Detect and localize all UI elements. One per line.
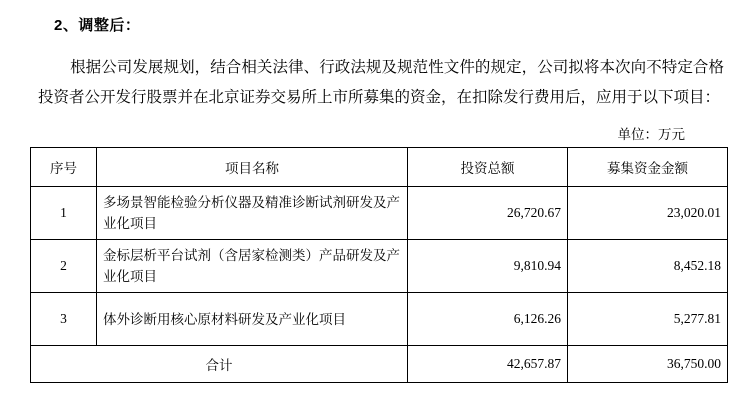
body-paragraph (38, 53, 724, 113)
cell-total-label: 合计 (31, 346, 408, 383)
cell-no: 3 (31, 293, 97, 346)
cell-no: 1 (31, 187, 97, 240)
cell-raised-amount: 5,277.81 (568, 293, 728, 346)
paragraph-text: 根据公司发展规划，结合相关法律、行政法规及规范性文件的规定，公司拟将本次向不特定合格投资者公开发行股票并在北京证券交易所上市所募集的资金，在扣除发行费用后，应用于以下项目： (38, 59, 724, 106)
header-raised-amount: 募集资金金额 (568, 148, 728, 187)
table-total-row (31, 346, 728, 383)
cell-total-investment: 9,810.94 (408, 240, 568, 293)
document-page (0, 14, 729, 419)
cell-total-investment: 26,720.67 (408, 187, 568, 240)
table-row (31, 293, 728, 346)
fundraising-table (30, 147, 728, 383)
cell-project-name: 体外诊断用核心原材料研发及产业化项目 (97, 293, 408, 346)
table-row (31, 240, 728, 293)
table-header-row (31, 148, 728, 187)
cell-raised-amount: 8,452.18 (568, 240, 728, 293)
header-project-name: 项目名称 (97, 148, 408, 187)
cell-project-name: 多场景智能检验分析仪器及精准诊断试剂研发及产业化项目 (97, 187, 408, 240)
header-no: 序号 (31, 148, 97, 187)
table-row (31, 187, 728, 240)
cell-no: 2 (31, 240, 97, 293)
cell-raised-amount-sum: 36,750.00 (568, 346, 728, 383)
cell-raised-amount: 23,020.01 (568, 187, 728, 240)
cell-total-investment: 6,126.26 (408, 293, 568, 346)
cell-total-investment-sum: 42,657.87 (408, 346, 568, 383)
section-title: 2、调整后： (54, 17, 141, 34)
header-total-investment: 投资总额 (408, 148, 568, 187)
cell-project-name: 金标层析平台试剂（含居家检测类）产品研发及产业化项目 (97, 240, 408, 293)
unit-note: 单位：万元 (617, 127, 685, 142)
